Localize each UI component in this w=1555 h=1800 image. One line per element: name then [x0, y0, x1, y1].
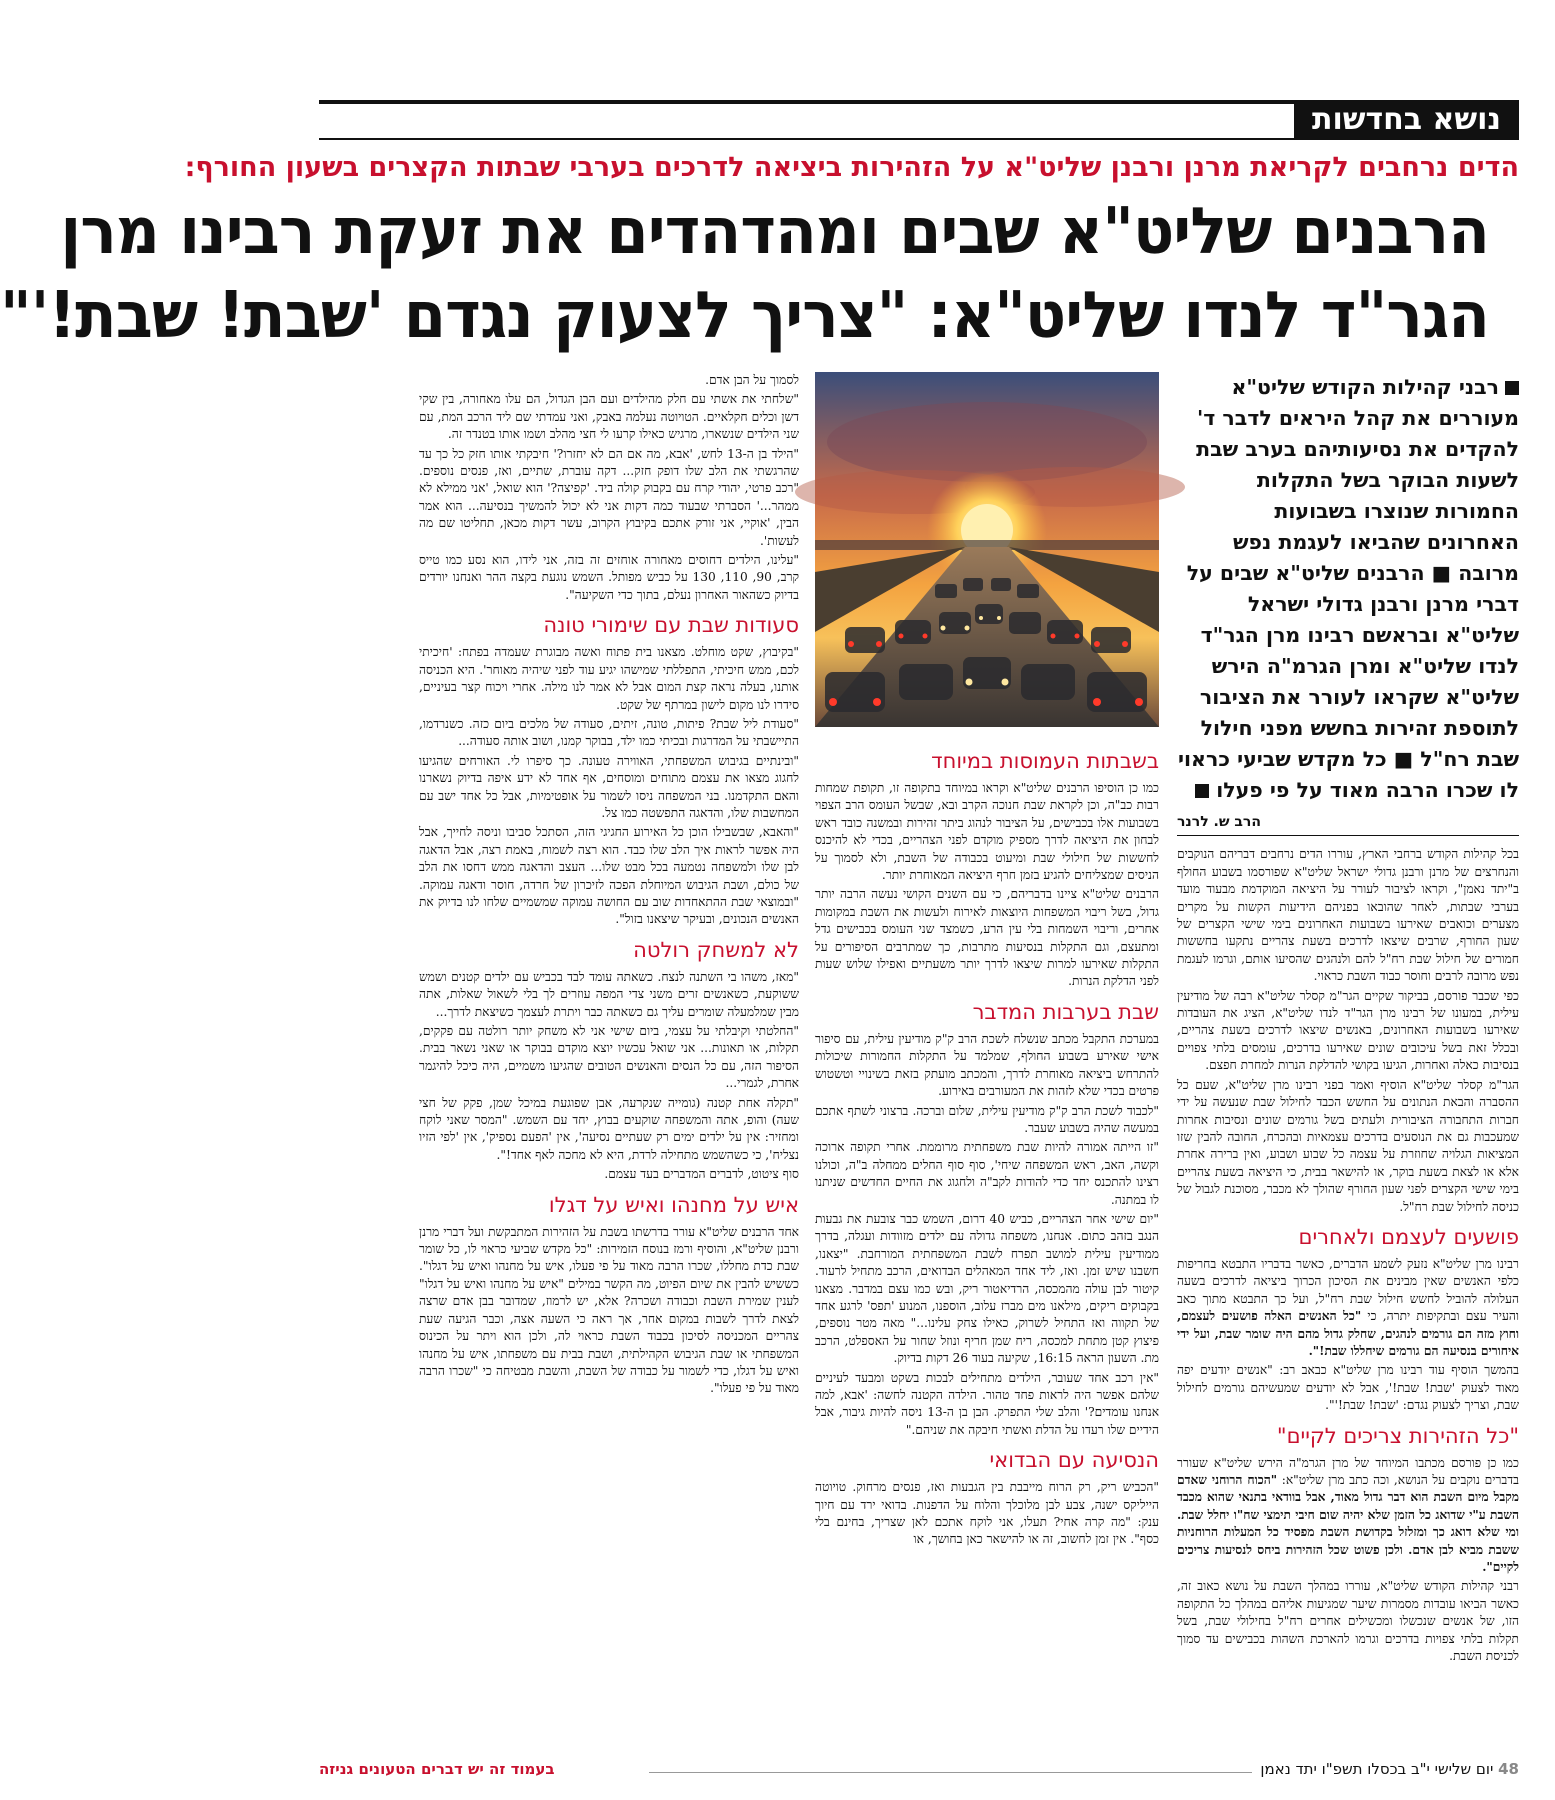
subheading: איש על מחנהו ואיש על דגלו — [548, 1192, 799, 1217]
subheading: פושעים לעצמם ולאחרים — [1298, 1224, 1519, 1249]
paragraph: בהמשך הוסיף עוד רבינו מרן שליט"א כבאב רב: "אנשים יודעים יפה מאוד לצעוק 'שבת! שבת!', אבל לא יודעים שמעשיהם גורמים לחילול שבת, וצריך לצעוק נגדם: 'שבת! שבת!'". — [1177, 1363, 1519, 1413]
lead-paragraph — [1177, 372, 1519, 806]
paragraph: "יום שישי אחר הצהריים, כביש 40 דרום, השמש כבר צובעת את גבעות הנגב בזהב כתום. אנחנו, משפחה גדולה עם ילדים מזוודות ועגלה, בדרך ממודיעין עילית למושב תפרח לשבת המשפחתית המורחבת. "יצאנו, חשבנו שיש זמן. ואז, ליד אחד המאהלים הבדואים, הרכב מתחיל לרעוד. קיטור לבן עולה מהמכסה, הרדיאטור ריק, ובש כמו עצם במדבר. מצאנו בקבוקים ריקים, מילאנו מים מברז עלוב, הוספנו, המנוע 'תפס' לרגע אחד של תקווה ואז התחיל לשרוק, כאילו צחק עלינו..." מאה מטר נוספים, פיצוץ קטן מתחת למכסה, ריח שמן חריף ונוזל שחור על האספלט, הרכב מת. השעון הראה 16:15, שקיעה בעוד 26 דקות בדיוק. — [815, 1211, 1159, 1366]
paragraph: "תקלה אחת קטנה (גומייה שנקרעה, אבן שפוגעת במיכל שמן, פקק של חצי שעה) והופ, אתה והמשפחה שוקעים בבוץ, יחד עם השמש. "המסר שאני לוקח ומחזיר: אין על ילדים ימים רק שעתיים נסיעה', אין 'הפעם נספיק', אין 'לפי הזיו נצליח', כי כשהשמש מתחילה לרדת, היא לא מחכה לאף אחד!". — [419, 1095, 799, 1162]
paragraph: במערכת התקבל מכתב שנשלח לשכת הרב ק"ק מודיעין עילית, עם סיפור אישי שאירע בשבוע החולף, שמלמד על התקלות החמורות שיכולות להתרחש ביציאה מאוחרת לדרך, והמכתב מועתק בזאת בשינויי וטשטוש פרטים בכדי שלא לזהות את המעורבים באירוע. — [815, 1031, 1159, 1099]
paragraph: "לכבוד לשכת הרב ק"ק מודיעין עילית, שלום וברכה. ברצוני לשתף אתכם במעשה שהיה בשבוע שעבר. — [815, 1103, 1159, 1135]
bullet-square-icon — [1505, 381, 1519, 395]
paragraph: "אין רכב אחד שעובר, הילדים מתחילים לבכות בשקט ומבעד לעיניים שלהם אפשר היה לראות פחד טהור. הילדה הקטנה לחשה: 'אבא, למה אנחנו עומדים?' והלב שלי התפרק. הבן בן ה-13 ניסה להיות גיבור, אבל הידיים שלו רעדו על הדלת ואשתי חיבקה את שניהם." — [815, 1370, 1160, 1437]
paragraph: "שלחתי את אשתי עם חלק מהילדים ועם הבן הגדול, הם עלו מאחורה, בין שקי דשן וכלים חקלאיים. הטויוטה נעלמה באבק, ואני עמדתי שם ליד הרכב המת, עם שני הילדים שנשארו, מרגיש כאילו קרעו לי חצי מהלב ושמו אותו בטנדר זה. — [419, 392, 799, 442]
paragraph-text: רבינו מרן שליט"א נזעק לשמע הדברים, כאשר בדבריו התבטא בחריפות כלפי האנשים שאין מבינים את הסיכון הכרוך ביציאה לדרכים בשעה העלולה להוביל לחשש חילול שבת רח"ל, ועל כך התבטא מתוך כאב והעיר עצם ובתקיפות יתרה, כי — [1177, 1256, 1519, 1324]
subheading: בשבתות העמוסות במיוחד — [931, 749, 1159, 773]
lead-text: רבני קהילות הקודש שליט"א מעוררים את קהל היראים לדבר ד' להקדים את נסיעותיהם בערב שבת לשעות הבוקר בשל התקלות החמורות שנוצרו בשבועות האחרונים שהביאו לעגמת נפש מרובה ■ הרבנים שליט"א שבים על דברי מרנן ורבנן גדולי ישראל שליט"א ובראשם רבינו מרן הגר"ד לנדו שליט"א ומרן הגרמ"ה הירש שליט"א שקראו לעורר את הציבור לתוספת זהירות בחשש מפני חילול שבת רח"ל ■ כל מקדש שביעי כראוי לו שכרו הרבה מאוד על פי פעלו — [1177, 375, 1519, 802]
paragraph: כפי שכבר פורסם, בביקור שקיים הגר"מ קסלר שליט"א רבה של מודיעין עילית, במעונו של רבינו מרן הגר"ד לנדו שליט"א, הציג את העובדות שאירעו בשבועות האחרונים, באנשים שיצאו לדרכים בשעת צהריים, ובכלל זאת בשל עיכובים שונים שאירעו בדרכים, עומסים בלתי צפויים בנסיבות כאלה ואחרות, הגיעו בקושי להדלקת הנרות למחרת חפצם. — [1177, 988, 1519, 1073]
quote-bold: "כל האנשים האלה פושעים לעצמם, וחוץ מזה הם גורמים לנהגים, שחלק גדול מהם היה שומר שבת, ועל ידי איחורים בנסיעה הם גורמים שיחללו שבת!". — [1177, 1309, 1519, 1358]
page-footer — [319, 1760, 1519, 1790]
traffic-sunset-photo — [815, 372, 1159, 727]
subheading: "כל הזהירות צריכים לקיים" — [1276, 1423, 1519, 1448]
paragraph: "עלינו, הילדים דחוסים מאחורה אוחזים זה בזה, אני לידו, הוא נסע כמו טייס קרב, 90, 110, 130 על כביש מפותל. השמש נוגעת בקצה ההר ואנחנו יורדים בדיוק כשהאור האחרון נעלם, בתוך כדי השקיעה". — [419, 553, 799, 602]
paragraph: לסמוך על הבן אדם. — [705, 373, 799, 387]
section-banner — [319, 100, 1519, 142]
paragraph: "הכביש ריק, רק הרוח מייבבת בין הגבעות ואז, פנסים מרחוק. טויוטה הייליקס ישנה, צבע לבן מלוכלך והלוח על הדפנות. בדואי ירד עם חיוך ענק: "מה קרה אחי? תעלו, אני לוקח אתכם לאן שצריך, בחינם בלי כסף". אין זמן לחשוב, זה או להישאר כאן בחושך, או — [815, 1480, 1159, 1547]
paragraph: "זו הייתה אמורה להיות שבת משפחתית מרוממת. אחרי תקופה ארוכה וקשה, האב, ראש המשפחה שיחי', סוף סוף החלים ממחלה ב"ה, וכולנו רצינו להתכנס יחד כדי להודות לקב"ה ולחגוג את החיים החדשים שניתנו לו במתנה. — [815, 1140, 1159, 1207]
paper-name: יתד נאמן — [1260, 1760, 1317, 1778]
paragraph — [1177, 1455, 1519, 1577]
paragraph: הגר"מ קסלר שליט"א הוסיף ואמר בפני רבינו מרן שליט"א, שעם כל ההסברה והבאת הנתונים על החשש הכבד לחילול שבת שנעשה על ידי חברות התחבורה הציבורית ולעתים בשל גורמים שונים ונסיבות אחרות שמעכבות גם את הנוסעים בדרכים עצמאיות ובהכרח, החובה להבין שזו המציאות הגלויה שחוזרת על עצמה כל שבוע ושבוע, ואין ברירה אחרת אלא או לצאת בשעת בוקר, או להישאר בבית, כי היציאה בשעת צהריים בימי שישי הקצרים לפני שעון החורף שהולך לא מכבר, מסוכנת לגבול של כניסה לחילול שבת רח"ל. — [1177, 1077, 1519, 1214]
byline: הרב ש. לרנר — [1177, 814, 1519, 836]
headline-line-1: הרבנים שליט"א שבים ומהדהדים את זעקת רבינו מרן — [60, 195, 1490, 269]
geniza-notice: בעמוד זה יש דברים הטעונים גניזה — [319, 1760, 555, 1778]
headline-line-2: הגר"ד לנדו שליט"א: "צריך לצעוק נגדם 'שבת! שבת!'" — [0, 279, 1489, 353]
paragraph: סוף ציטוט, לדברים המדברים בעד עצמם. — [604, 1167, 799, 1182]
subheading: סעודות שבת עם שימורי טונה — [543, 613, 799, 638]
section-tag: נושא בחדשות — [1294, 100, 1519, 140]
paragraph: רבני קהילות הקודש שליט"א, עוררו במהלך השבת על נושא כאוב זה, כאשר הביאו עובדות מסמרות שיער שמגיעות אליהם במהלך כל התקופה הזו, של אנשים שנכשלו ומכשילים אחרים רח"ל בחילולי שבת, בשל תקלות בלתי צפויות בדרכים וגרמו להארכת השהות בכבישים עד סמוך לכניסת השבת. — [1177, 1579, 1519, 1664]
paragraph: "ובינתיים בגיבוש המשפחתי, האווירה טעונה. כך סיפרו לי. האורחים שהגיעו לחגוג מצאו את עצמם מתוחים ומוסחים, אף אחד לא ידע איפה בדיוק נשארנו והאם התקדמנו. בני המשפחה ניסו לשמור על אופטימיות, אבל כל אחד ישב עם המחשבות שלו, והדאגה התפשטה כמו צל. — [419, 753, 799, 820]
column-right — [1177, 372, 1519, 1667]
page-number: 48 — [1498, 1760, 1519, 1778]
paragraph: "מאז, משהו בי השתנה לנצח. כשאתה עומד לבד בכביש עם ילדים קטנים ושמש ששוקעת, כשאנשים זרים משני צדי המפה עוזרים לך בלי לשאול שאלות, אתה מבין שמלמעלה שומרים עליך גם כשאתה כבר ויתרת לעצמך כשיצאת לדרך... — [419, 969, 799, 1019]
paragraph: "והאבא, שבשבילו הוכן כל האירוע החגיגי הזה, הסתכל סביבו וניסה לחייך, אבל היה אפשר לראות איך הלב שלו כבד. הוא רצה לשמוח, באמת רצה, אבל הדאגה לבן שלו ולמשפחה נטמעה בכל מבט שלו... העצב והדאגה ממש דחסו את הלב של כולם, ושבת הגיבוש המיוחלת הפכה לזיכרון של חרדה, חוסר ודאגה עמוקה. "ובמוצאי שבת ההתאחדות שוב עם החושה עמוקה שמשמיים שלחו לנו בדיוק את האנשים הנכונים, ובעיקר שיצאנו בזול". — [419, 825, 799, 927]
paragraph: "הילד בן ה-13 לחש, 'אבא, מה אם הם לא יחזרו?' חיבקתי אותו חזק כל כך עד שהרגשתי את הלב שלו דופק חזק... דקה עוברת, שתיים, ואז, פנסים נוספים. "רכב פרטי, יהודי קרח עם בקבוק קולה ביד. 'קפיצה?' הוא שואל, 'אני ממילא לא ממהר...' הסברתי שבעוד כמה דקות אני לא יכול להמשיך בנסיעה... הוא אמר הבין, 'אוקיי, אני זורק אתכם בקיבוץ הקרוב, עשר דקות מכאן, תחליטו שם מה לעשות'. — [419, 446, 800, 548]
column-middle — [815, 740, 1159, 1551]
subheading: שבת בערבות המדבר — [972, 999, 1159, 1024]
paragraph: "החלטתי וקיבלתי על עצמי, ביום שישי אני לא משחק יותר רולטה עם פקקים, תקלות, או תאונות... אני שואל עכשיו יוצא מוקדם בבוקר או שאני נשאר בבית. הסיפור הזה, עם כל הנסים והאנשים הטובים שהגיעו משמיים, היה כיכל להיגמר אחרת, לגמרי... — [419, 1024, 799, 1091]
subheading: הנסיעה עם הבדואי — [989, 1448, 1159, 1473]
bullet-square-icon — [1195, 784, 1209, 798]
subheading: לא למשחק רולטה — [633, 937, 799, 962]
kicker: הדים נרחבים לקריאת מרנן ורבנן שליט"א על הזהירות ביציאה לדרכים בערבי שבתות הקצרים בשעון החורף: — [184, 152, 1519, 183]
quote-bold: "הכוח הרוחני שאדם מקבל מיום השבת הוא דבר גדול מאוד, אבל בוודאי בתנאי שהוא מכבד השבת ע"י שדואג כל הזמן שלא יהיה שום חיבי תימצי שח"ו יחלל שבת. ומי שלא דואג כך ומזלזל בקדושת השבת מפסיד כל המעלות הרוחניות ששבת מביא לבן אדם. ולכן פשוט שכל הזהירות ביחס לנסיעות צריכים לקיים". — [1177, 1473, 1519, 1575]
paragraph-text: כמו כן פורסם מכתבו המיוחד של מרן הגרמ"ה הירש שליט"א שעורר בדברים נוקבים על הנושא, וכה כתב מרן שליט"א: — [1177, 1455, 1519, 1487]
paragraph: "סעודת ליל שבת? פיתות, טונה, זיתים, סעודה של מלכים ביום כזה. כשנרדמו, התיישבתי על המדרגות ובכיתי כמו ילד, בבוקר קמנו, ושוב אותה סעודה... — [419, 716, 799, 749]
traffic-photo-image — [815, 372, 1159, 727]
paragraph: הרבנים שליט"א ציינו בדבריהם, כי עם השנים הקושי נעשה הרבה יותר גדול, בשל ריבוי המשפחות היוצאות לאירוח ולעשות את השבת במקומות אחרים, וריבוי השמחות בלי עין הרע, כשמצד שני העומס בכבישים גדל ומתעצם, וגם התקלות בנסיעות מתרבות, כך שמתרבים הסיפורים על התקלות שאירעו למרות שיצאו לדרך יותר משעתיים ואפילו שלוש שעות לפני הדלקת הנרות. — [815, 887, 1159, 989]
paragraph: "בקיבוץ, שקט מוחלט. מצאנו בית פתוח ואשה מבוגרת שעמדה בפתח: 'חיכיתי לכם, ממש חיכיתי, התפללתי שמישהו יגיע עוד לפני שיהיה מאוחר'. היא הכניסה אותנו, בעלה נראה קצת המום אבל לא אמר לנו מילה. אחרי ויכוח קצר בעיניים, סידרו לנו מקום לישון במרתף של שקט. — [419, 645, 799, 712]
issue-date: יום שלישי י"ב בכסלו תשפ"ו — [1321, 1760, 1494, 1778]
paragraph — [1177, 1256, 1519, 1360]
column-left — [419, 372, 799, 1400]
page-info — [1252, 1760, 1519, 1778]
paragraph: כמו כן הוסיפו הרבנים שליט"א וקראו במיוחד בתקופה זו, תקופת שמחות רבות כב"ה, וכן לקראת שבת חנוכה הקרב ובא, שבשל העומס הרב הצפוי בשבועות אלו בכבישים, על הציבור לנהוג ביתר זהירות ובמשנה כובד ראש לבחון את היציאה לדרך מספיק מוקדם לפני הצהריים, בכדי לא להיכנס לחששות של חילולי שבת ומיעוט בכבודה של השבת, ולא לסמוך על הניסים שמצליחים להגיע בזמן חרף היציאה המאוחרת יותר. — [815, 781, 1159, 883]
paragraph: בכל קהילות הקודש ברחבי הארץ, עוררו הדים נרחבים דבריהם הנוקבים והנחרצים של מרנן ורבנן גדולי ישראל שליט"א שפורסמו בשבוע החולף ב"יתד נאמן", וקראו לציבור לעורר על היציאה המוקדמת מבעוד מועד בערבי שבתות, לאחר שהובאו בפניהם הידיעות הקשות על מקרים מצערים וכואבים שאירעו בשבועות האחרונים בימי שישי הקצרים של שעון החורף, שרבים שיצאו לדרכים בשעת צהריים נתקעו בחששות חמורים של חילול שבת רח"ל להם ולנהגים שהסיעו אותם, וגרמו לעגמת נפש מרובה לרבים וחוסר כבוד השבת כראוי. — [1177, 847, 1519, 984]
headline — [0, 190, 1519, 358]
paragraph: אחד הרבנים שליט"א עורר בדרשתו בשבת על הזהירות המתבקשת ועל דברי מרנן ורבנן שליט"א, והוסיף ורמז בנוסח הזמירות: "כל מקדש שביעי כראוי לו, כל שומר שבת כדת מחללו, שכרו הרבה מאוד על פי פעלו, איש על מחנהו ואיש על דגלו". כששיש להבין את שיום הפיוט, מה הקשר במילים "איש על מחנהו ואיש על דגלו" לענין שמירת השבת וכבודה ושכרה? אלא, יש לרמוז, שמדובר בבן אדם שרצה לצאת לדרך לשבות במקום אחר, אך ראה כי השעה אצה, וכבר הגיעה שעת צהריים המכניסה לסיכון בכבוד השבת כראוי לה, ולכן הוא ויתר על הכינוס המשפחתי או שבת הגיבוש הקהילתית, ושבת בבית עם משפחתו, איש על מחנהו ואיש על דגלו, כדי לשמור על כבודה של השבת, והשבת מבטיחה כי "שכרו הרבה מאוד על פי פעלו". — [419, 1224, 799, 1396]
